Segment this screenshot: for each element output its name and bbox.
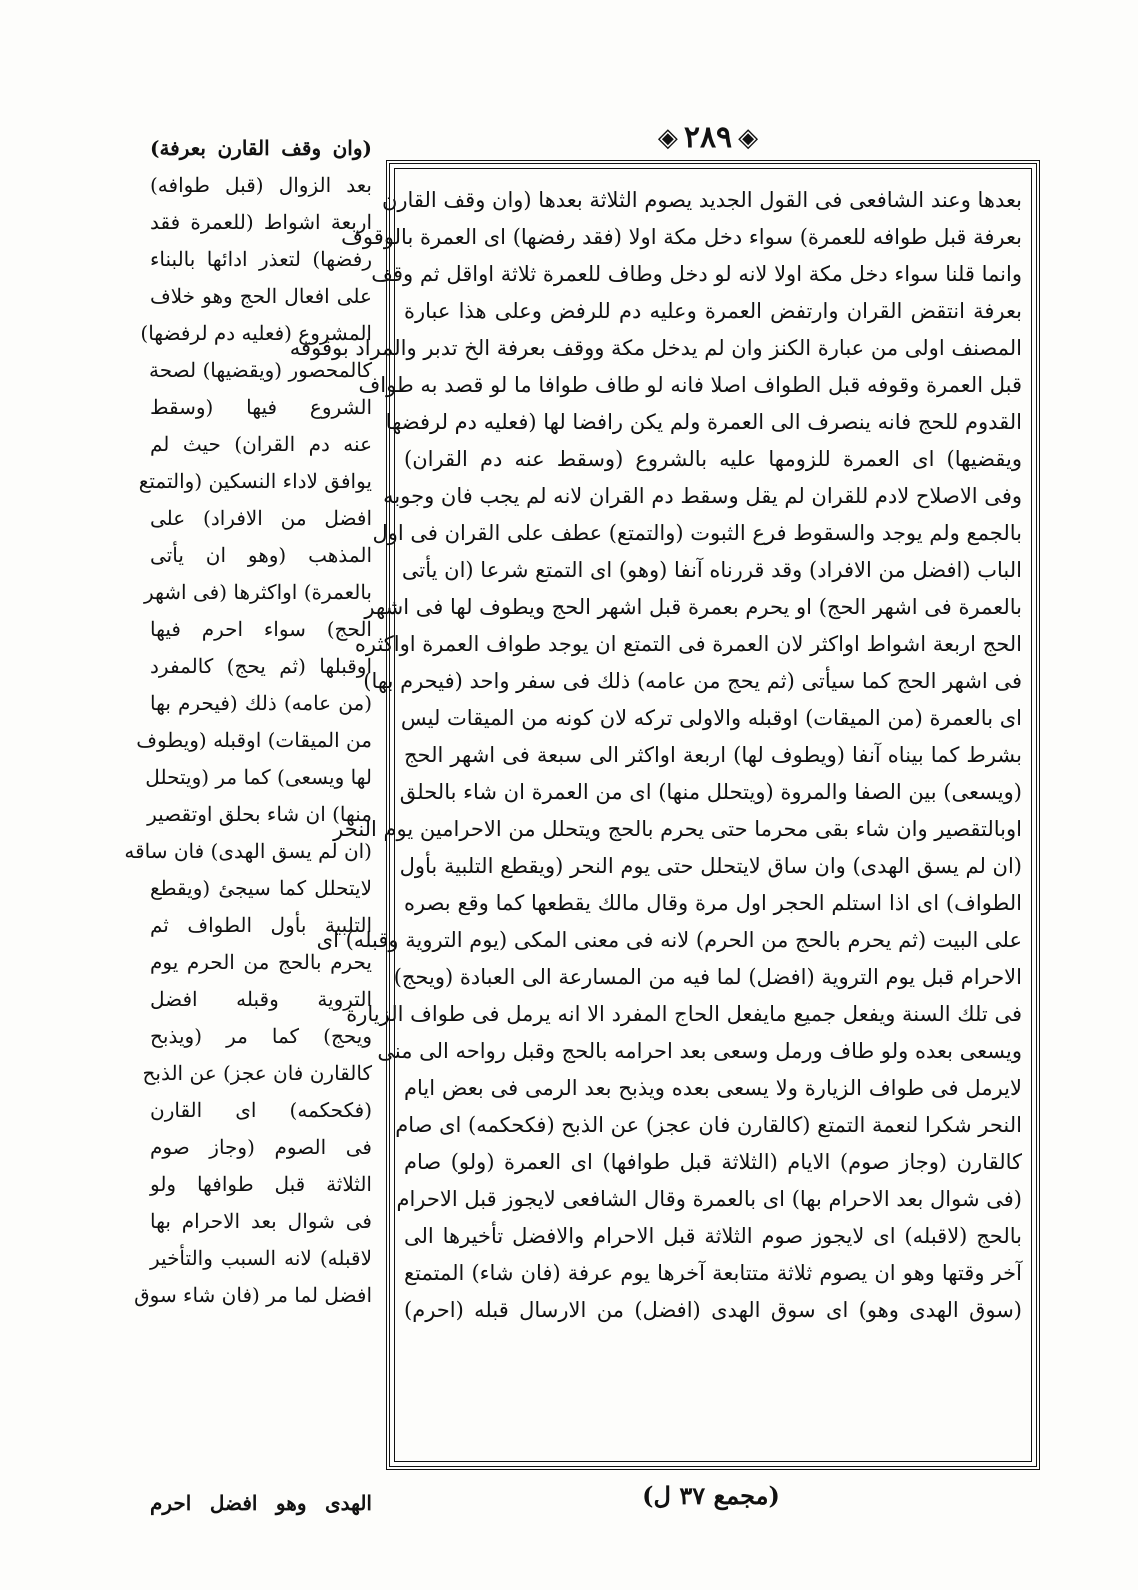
side-text-line: لاقبله) لانه السبب والتأخير: [150, 1246, 372, 1270]
side-text-line: اربعة اشواط (للعمرة فقد: [150, 210, 372, 234]
side-text-line: لها ويسعى) كما مر (ويتحلل: [145, 765, 372, 789]
side-text-line: التلبية بأول الطواف ثم: [150, 913, 372, 937]
main-text-line: بعدها وعند الشافعى فى القول الجديد يصوم الثلاثة بعدها (وان وقف القارن: [381, 188, 1022, 212]
main-text-line: ويسعى بعده ولو طاف ورمل وسعى بعد احرامه بالحج وقبل رواحه الى منى: [377, 1039, 1022, 1063]
main-text-line: (فى شوال بعد الاحرام بها) اى بالعمرة وقال الشافعى لايجوز قبل الاحرام: [396, 1187, 1022, 1211]
side-text-line: لايتحلل كما سيجئ (ويقطع: [150, 876, 372, 900]
main-text-line: النحر شكرا لنعمة التمتع (كالقارن فان عجز) عن الذبح (فكحكمه) اى صام: [395, 1113, 1022, 1137]
main-text-line: بعرفة انتقض القران وارتفض العمرة وعليه دم للرفض وعلى هذا عبارة: [404, 299, 1022, 323]
main-text-line: اى بالعمرة (من الميقات) اوقبله والاولى تركه لان كونه من الميقات ليس: [400, 706, 1022, 730]
side-text-line: افضل لما مر (فان شاء سوق: [134, 1283, 372, 1307]
main-text-line: (سوق الهدى وهو) اى سوق الهدى (افضل) من الارسال قبله (احرم): [404, 1298, 1022, 1322]
side-text-line: كالقارن فان عجز) عن الذبح: [142, 1061, 372, 1085]
side-text-line: افضل من الافراد) على: [150, 506, 372, 530]
side-text-line: رفضها) لتعذر ادائها بالبناء: [150, 247, 372, 271]
side-text-line: منها) ان شاء بحلق اوتقصير: [147, 802, 372, 826]
side-text-line: (وان وقف القارن بعرفة): [150, 136, 372, 160]
main-text-line: الباب (افضل من الافراد) وقد قررناه آنفا (وهو) اى التمتع شرعا (ان يأتى: [401, 558, 1022, 582]
side-text-line: فى الصوم (وجاز صوم: [150, 1135, 372, 1159]
main-text-body: [289, 182, 1022, 1456]
side-text-line: كالمحصور (ويقضيها) لصحة: [149, 358, 372, 382]
main-text-line: بالجمع ولم يوجد والسقوط فرع الثبوت (والتمتع) عطف على القران فى اول: [372, 521, 1022, 545]
main-text-line: لايرمل فى طواف الزيارة ولا يسعى بعده ويذبح بعد الرمى فى بعض ايام: [404, 1076, 1022, 1100]
side-text-line: يحرم بالحج من الحرم يوم: [150, 950, 372, 974]
side-text-line: يوافق لاداء النسكين (والتمتع: [138, 469, 372, 493]
side-text-line: بعد الزوال (قبل طوافه): [150, 173, 372, 197]
side-commentary-last-line: الهدى وهو افضل احرم: [150, 1491, 372, 1515]
ornament-right-icon: ◈: [657, 123, 678, 153]
page-header: [628, 118, 788, 158]
main-text-line: الاحرام قبل يوم التروية (افضل) لما فيه من المسارعة الى العبادة (ويحج): [393, 965, 1022, 989]
main-text-line: (ويسعى) بين الصفا والمروة (ويتحلل منها) اى من العمرة ان شاء بالحلق: [399, 780, 1022, 804]
side-text-line: (فكحكمه) اى القارن: [150, 1098, 372, 1122]
main-text-line: وانما قلنا سواء دخل مكة اولا لانه لو دخل وطاف للعمرة ثلاثة اواقل ثم وقف: [371, 262, 1022, 286]
side-text-line: على افعال الحج وهو خلاف: [150, 284, 372, 308]
side-text-line: ويحج) كما مر (ويذبح: [150, 1024, 372, 1048]
side-text-line: التروية وقبله افضل: [150, 987, 372, 1011]
side-text-line: الثلاثة قبل طوافها ولو: [150, 1172, 372, 1196]
main-text-line: على البيت (ثم يحرم بالحج من الحرم) لانه فى معنى المكى (يوم التروية وقبله) اى: [316, 928, 1022, 952]
side-text-line: المشروع (فعليه دم لرفضها): [140, 321, 372, 345]
side-text-line: عنه دم القران) حيث لم: [150, 432, 372, 456]
side-text-line: الشروع فيها (وسقط: [150, 395, 372, 419]
side-text-line: الحج) سواء احرم فيها: [150, 617, 372, 641]
main-text-line: المصنف اولى من عبارة الكنز وان لم يدخل مكة ووقف بعرفة الخ تدبر والمراد بوقوفه: [289, 336, 1022, 360]
side-text-line: فى شوال بعد الاحرام بها: [150, 1209, 372, 1233]
main-text-line: بشرط كما بيناه آنفا (ويطوف لها) اربعة اواكثر الى سبعة فى اشهر الحج: [404, 743, 1022, 767]
side-commentary: [124, 130, 372, 1490]
side-text-line: بالعمرة) اواكثرها (فى اشهر: [144, 580, 372, 604]
main-text-line: كالقارن (وجاز صوم) الايام (الثلاثة قبل طوافها) اى العمرة (ولو) صام: [404, 1150, 1022, 1174]
main-text-line: اوبالتقصير وان شاء بقى محرما حتى يحرم بالحج ويتحلل من الاحرامين يوم النحر: [333, 817, 1022, 841]
main-text-line: القدوم للحج فانه ينصرف الى العمرة ولم يكن رافضا لها (فعليه دم لرفضها: [385, 410, 1022, 434]
side-text-line: (من عامه) ذلك (فيحرم بها: [150, 691, 372, 715]
main-text-line: فى اشهر الحج كما سيأتى (ثم يحج من عامه) ذلك فى سفر واحد (فيحرم بها): [363, 669, 1022, 693]
main-text-line: وفى الاصلاح لادم للقران لم يقل وسقط دم القران لانه لم يجب فان وجوبه: [383, 484, 1022, 508]
main-text-line: فى تلك السنة ويفعل جميع مايفعل الحاج المفرد الا انه يرمل فى طواف الزيارة: [346, 1002, 1022, 1026]
main-text-line: آخر وقتها وهو ان يصوم ثلاثة متتابعة آخرها يوم عرفة (فان شاء) المتمتع: [404, 1261, 1022, 1285]
main-text-line: قبل العمرة وقوفه قبل الطواف اصلا فانه لو طاف طوافا ما لو قصد به طواف: [358, 373, 1022, 397]
ornament-left-icon: ◈: [738, 123, 759, 153]
main-text-line: الطواف) اى اذا استلم الحجر اول مرة وقال مالك يقطعها كما وقع بصره: [404, 891, 1022, 915]
main-text-line: بالعمرة فى اشهر الحج) او يحرم بعمرة قبل اشهر الحج ويطوف لها فى اشهر: [364, 595, 1022, 619]
side-text-line: المذهب (وهو ان يأتى: [150, 543, 372, 567]
main-text-line: بعرفة قبل طوافه للعمرة) سواء دخل مكة اولا (فقد رفضها) اى العمرة بالوقوف: [341, 225, 1022, 249]
main-text-frame: [289, 160, 1040, 1470]
main-text-line: ويقضيها) اى العمرة للزومها عليه بالشروع (وسقط عنه دم القران): [404, 447, 1022, 471]
side-text-line: اوقبلها (ثم يحج) كالمفرد: [150, 654, 372, 678]
page-number: ٢٨٩: [683, 120, 733, 155]
main-text-line: بالحج (لاقبله) اى لايجوز صوم الثلاثة قبل الاحرام والافضل تأخيرها الى: [404, 1224, 1022, 1248]
signature-footer: (مجمع ٣٧ ل): [642, 1481, 780, 1510]
side-text-line: من الميقات) اوقبله (ويطوف: [136, 728, 372, 752]
main-text-line: الحج اربعة اشواط اواكثر لان العمرة فى التمتع ان يوجد طواف العمرة اواكثره: [354, 632, 1022, 656]
main-text-line: (ان لم يسق الهدى) وان ساق لايتحلل حتى يوم النحر (ويقطع التلبية بأول: [399, 854, 1022, 878]
side-text-line: (ان لم يسق الهدى) فان ساقه: [124, 839, 372, 863]
